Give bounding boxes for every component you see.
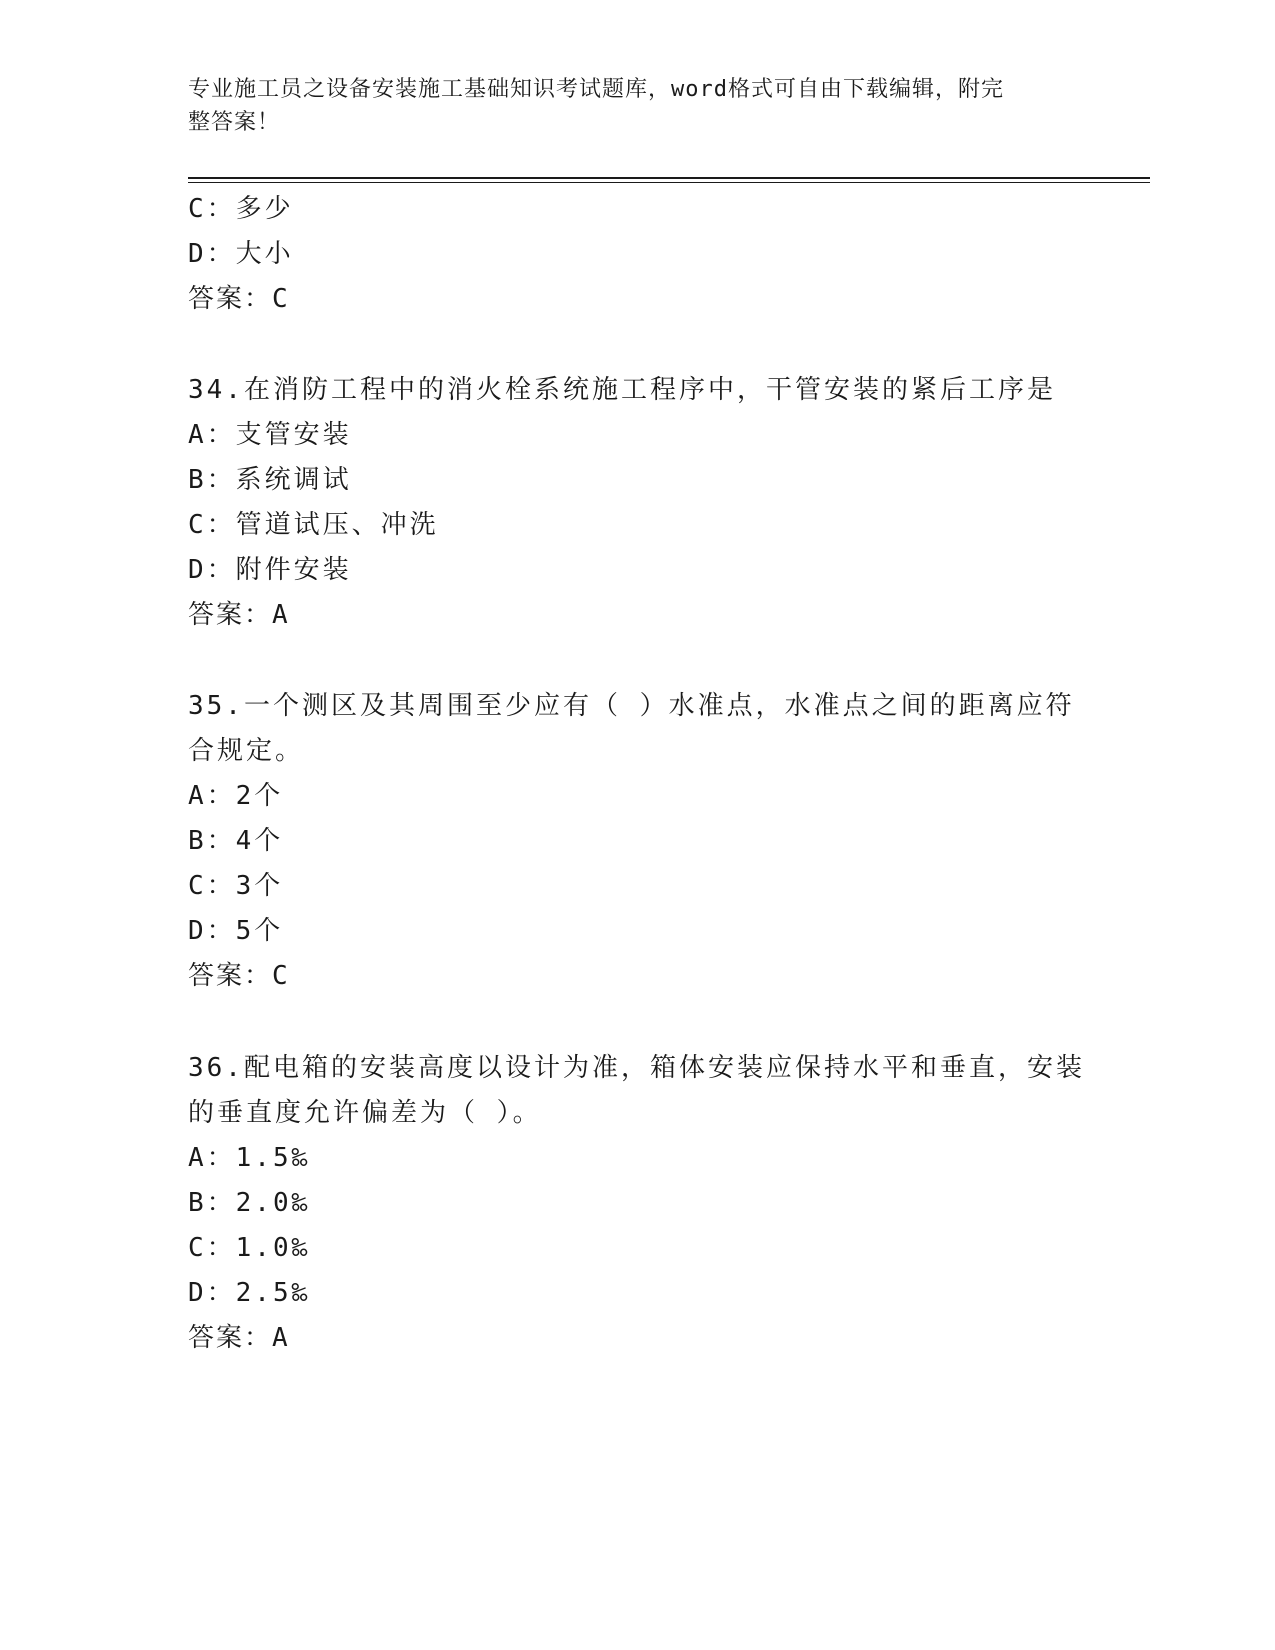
q36-answer: 答案：A (188, 1323, 290, 1353)
q36-option-d: D：2.5‰ (188, 1278, 311, 1308)
q35-option-b: B：4个 (188, 826, 284, 856)
q34-option-c: C：管道试压、冲洗 (188, 510, 439, 540)
header-line-1: 专业施工员之设备安装施工基础知识考试题库，word格式可自由下载编辑，附完 (188, 77, 1004, 102)
q36-stem-line-1: 36.配电箱的安装高度以设计为准，箱体安装应保持水平和垂直，安装 (188, 1053, 1085, 1083)
q35-option-d: D：5个 (188, 916, 284, 946)
q33-option-d: D：大小 (188, 239, 294, 269)
header-rule-thick (188, 177, 1150, 179)
q35-stem-line-1: 35.一个测区及其周围至少应有（ ）水准点，水准点之间的距离应符 (188, 691, 1075, 721)
q35-answer: 答案：C (188, 961, 290, 991)
header-line-2: 整答案！ (188, 110, 281, 135)
q36-stem-line-2: 的垂直度允许偏差为（ ）。 (188, 1098, 542, 1128)
q35-stem-line-2: 合规定。 (188, 736, 305, 766)
q34-option-b: B：系统调试 (188, 465, 352, 495)
document-header (188, 73, 1068, 139)
q36-option-a: A：1.5‰ (188, 1143, 311, 1173)
q34-answer: 答案：A (188, 600, 290, 630)
q33-option-c: C：多少 (188, 194, 294, 224)
header-rule-thin (188, 182, 1150, 183)
q34-option-a: A：支管安装 (188, 420, 352, 450)
q36-option-b: B：2.0‰ (188, 1188, 311, 1218)
q34-option-d: D：附件安装 (188, 555, 352, 585)
q33-answer: 答案：C (188, 284, 290, 314)
q35-option-c: C：3个 (188, 871, 284, 901)
q36-option-c: C：1.0‰ (188, 1233, 311, 1263)
q34-stem: 34.在消防工程中的消火栓系统施工程序中，干管安装的紧后工序是 (188, 375, 1056, 405)
q35-option-a: A：2个 (188, 781, 284, 811)
